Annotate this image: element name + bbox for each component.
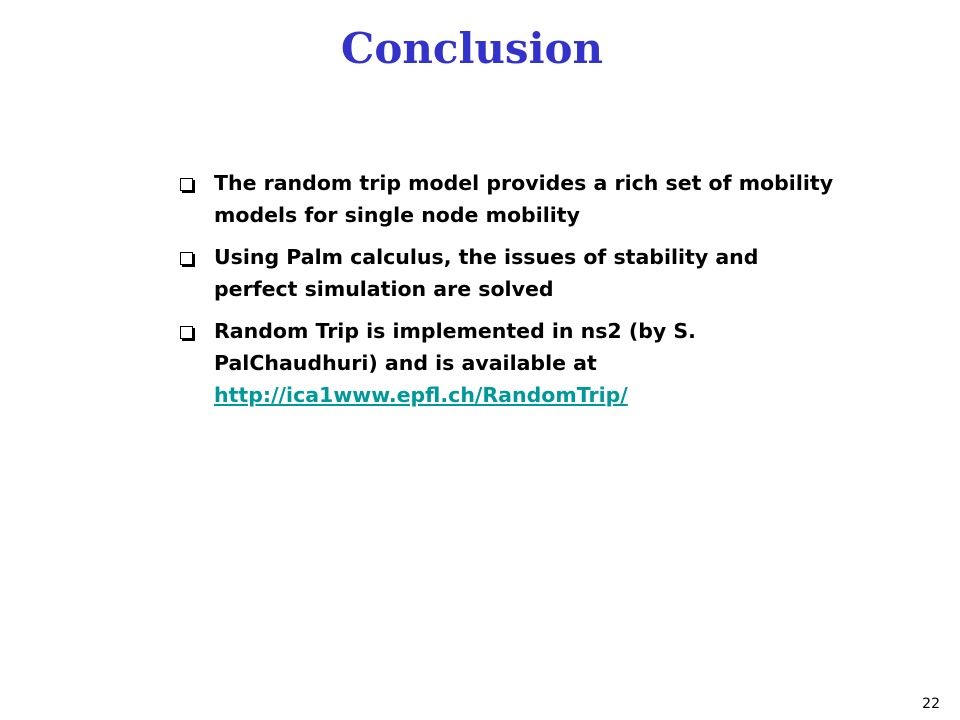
bullet-item-palm-calculus	[180, 241, 840, 305]
random-trip-link[interactable]: http://ica1www.epfl.ch/RandomTrip/	[214, 383, 628, 407]
bullet-item-random-trip-model	[180, 167, 840, 231]
bullet-text: Using Palm calculus, the issues of stability and perfect simulation are solved	[214, 245, 759, 301]
square-bullet-icon	[180, 326, 193, 339]
slide-title: Conclusion	[340, 24, 604, 73]
square-bullet-icon	[180, 178, 193, 191]
bullet-list	[180, 167, 840, 421]
bullet-text: The random trip model provides a rich set of mobility models for single node mobility	[214, 171, 834, 227]
page-number: 22	[922, 696, 940, 712]
bullet-text: Random Trip is implemented in ns2 (by S. PalChaudhuri) and is available at	[214, 319, 696, 375]
bullet-item-ns2-implementation	[180, 315, 840, 411]
square-bullet-icon	[180, 252, 193, 265]
